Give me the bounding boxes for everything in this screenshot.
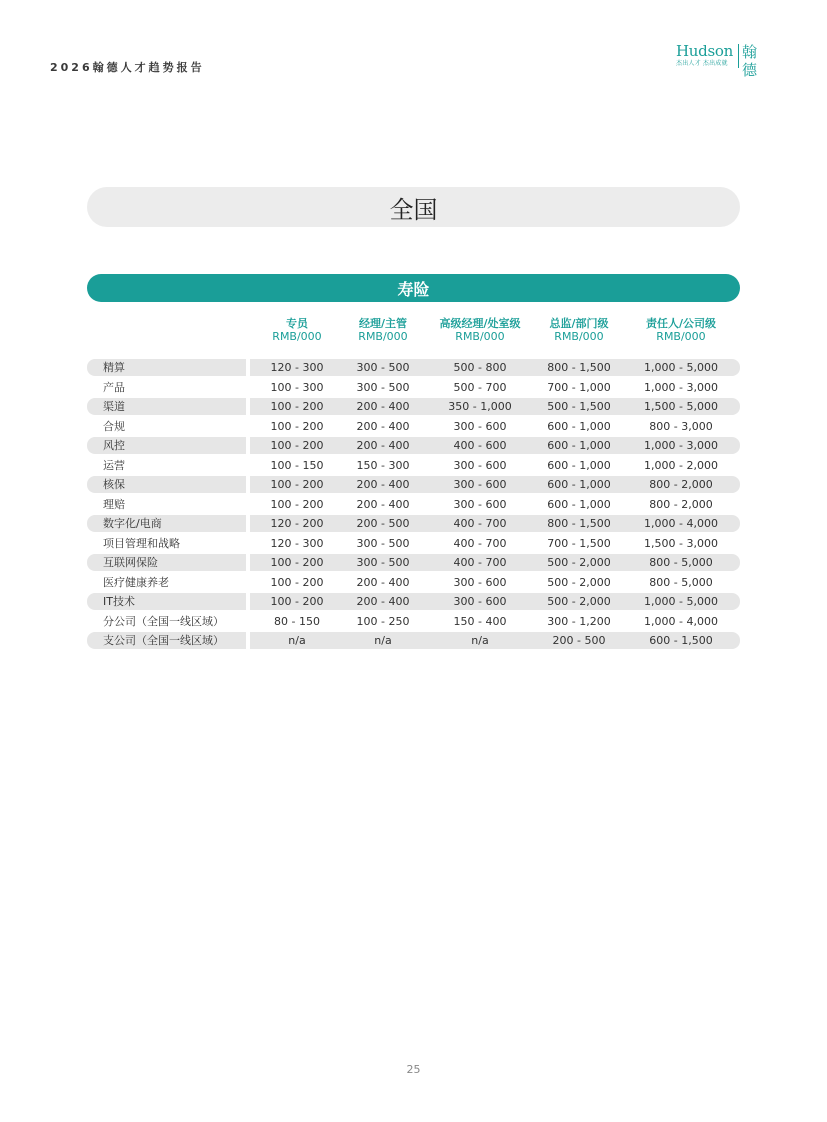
salary-range-cell: 120 - 300 — [270, 536, 324, 550]
salary-range-cell: 600 - 1,000 — [547, 478, 611, 491]
brand-divider — [738, 44, 739, 68]
salary-range-cell: 200 - 500 — [552, 634, 606, 647]
salary-range-cell: 500 - 800 — [453, 361, 507, 374]
section-title: 寿险 — [87, 274, 740, 302]
salary-range-cell: 200 - 500 — [356, 517, 410, 530]
salary-range-cell: 100 - 200 — [270, 478, 324, 491]
region-title: 全国 — [87, 187, 740, 227]
salary-range-cell: 200 - 400 — [356, 497, 410, 511]
salary-range-cell: 100 - 250 — [356, 614, 410, 628]
salary-range-cell: 300 - 600 — [453, 478, 507, 491]
salary-range-cell: 100 - 200 — [270, 439, 324, 452]
page-number: 25 — [406, 1063, 421, 1076]
row-label: 互联网保险 — [103, 556, 158, 569]
row-label: 渠道 — [103, 400, 125, 413]
salary-range-cell: 300 - 600 — [453, 595, 507, 608]
column-header-unit: RMB/000 — [455, 330, 505, 343]
row-label: 核保 — [103, 478, 125, 491]
row-label: 理赔 — [103, 497, 125, 511]
salary-range-cell: 100 - 200 — [270, 400, 324, 413]
salary-range-cell: 1,000 - 3,000 — [644, 439, 718, 452]
salary-range-cell: 1,500 - 5,000 — [644, 400, 718, 413]
table-row — [87, 495, 740, 515]
salary-range-cell: 300 - 500 — [356, 556, 410, 569]
row-label: 运营 — [103, 458, 125, 472]
salary-range-cell: 600 - 1,000 — [547, 439, 611, 452]
salary-range-cell: n/a — [471, 634, 489, 647]
salary-range-cell: 500 - 1,500 — [547, 400, 611, 413]
row-label: IT技术 — [103, 595, 135, 608]
row-label: 风控 — [103, 439, 125, 452]
salary-range-cell: 80 - 150 — [274, 614, 320, 628]
salary-range-cell: 200 - 400 — [356, 575, 410, 589]
salary-range-cell: 600 - 1,500 — [649, 634, 713, 647]
brand-tagline: 杰出人才 杰出成就 — [676, 60, 728, 67]
row-label: 支公司（全国一线区域） — [103, 634, 224, 647]
column-header-unit: RMB/000 — [656, 330, 706, 343]
salary-range-cell: 100 - 200 — [270, 497, 324, 511]
salary-range-cell: 1,000 - 5,000 — [644, 595, 718, 608]
salary-range-cell: 150 - 300 — [356, 458, 410, 472]
table-row — [87, 631, 740, 651]
salary-range-cell: 300 - 500 — [356, 380, 410, 394]
salary-range-cell: 500 - 2,000 — [547, 575, 611, 589]
column-header-name: 专员 — [286, 317, 308, 330]
table-row — [87, 358, 740, 378]
table-row — [87, 378, 740, 398]
salary-range-cell: 300 - 600 — [453, 497, 507, 511]
salary-range-cell: 700 - 1,500 — [547, 536, 611, 550]
column-header-unit: RMB/000 — [358, 330, 408, 343]
salary-range-cell: n/a — [374, 634, 392, 647]
salary-range-cell: 300 - 600 — [453, 575, 507, 589]
salary-range-cell: 200 - 400 — [356, 478, 410, 491]
row-label: 合规 — [103, 419, 125, 433]
salary-range-cell: 500 - 2,000 — [547, 556, 611, 569]
salary-range-cell: 300 - 500 — [356, 536, 410, 550]
salary-range-cell: 1,000 - 4,000 — [644, 517, 718, 530]
salary-range-cell: 600 - 1,000 — [547, 497, 611, 511]
salary-range-cell: 600 - 1,000 — [547, 419, 611, 433]
salary-range-cell: 120 - 300 — [270, 361, 324, 374]
salary-range-cell: 1,000 - 5,000 — [644, 361, 718, 374]
salary-range-cell: 400 - 700 — [453, 536, 507, 550]
salary-range-cell: 100 - 300 — [270, 380, 324, 394]
table-row — [87, 553, 740, 573]
table-row — [87, 514, 740, 534]
salary-range-cell: 400 - 700 — [453, 517, 507, 530]
salary-range-cell: 800 - 3,000 — [649, 419, 713, 433]
table-row — [87, 397, 740, 417]
salary-range-cell: 1,000 - 4,000 — [644, 614, 718, 628]
table-row — [87, 534, 740, 554]
row-label: 精算 — [103, 361, 125, 374]
salary-range-cell: 300 - 600 — [453, 458, 507, 472]
column-header-unit: RMB/000 — [554, 330, 604, 343]
salary-range-cell: 100 - 200 — [270, 575, 324, 589]
salary-range-cell: 200 - 400 — [356, 439, 410, 452]
salary-range-cell: 1,500 - 3,000 — [644, 536, 718, 550]
salary-range-cell: 1,000 - 3,000 — [644, 380, 718, 394]
salary-range-cell: 800 - 2,000 — [649, 497, 713, 511]
row-label: 项目管理和战略 — [103, 536, 180, 550]
salary-range-cell: 400 - 700 — [453, 556, 507, 569]
salary-range-cell: 100 - 150 — [270, 458, 324, 472]
salary-range-cell: 300 - 1,200 — [547, 614, 611, 628]
table-row — [87, 436, 740, 456]
salary-range-cell: 700 - 1,000 — [547, 380, 611, 394]
salary-range-cell: 150 - 400 — [453, 614, 507, 628]
brand-name-cn: 翰德 — [742, 43, 758, 79]
salary-range-cell: 800 - 1,500 — [547, 517, 611, 530]
brand-name-en: Hudson — [676, 42, 733, 60]
table-row — [87, 417, 740, 437]
salary-range-cell: 800 - 2,000 — [649, 478, 713, 491]
report-title: 2026翰德人才趋势报告 — [50, 61, 205, 74]
table-row — [87, 612, 740, 632]
salary-range-cell: 1,000 - 2,000 — [644, 458, 718, 472]
table-row — [87, 475, 740, 495]
column-header-name: 总监/部门级 — [549, 317, 609, 330]
salary-range-cell: 200 - 400 — [356, 400, 410, 413]
salary-range-cell: 120 - 200 — [270, 517, 324, 530]
salary-range-cell: 600 - 1,000 — [547, 458, 611, 472]
salary-range-cell: 100 - 200 — [270, 556, 324, 569]
row-label: 产品 — [103, 380, 125, 394]
salary-range-cell: 100 - 200 — [270, 595, 324, 608]
salary-range-cell: 200 - 400 — [356, 419, 410, 433]
salary-range-cell: 500 - 700 — [453, 380, 507, 394]
salary-range-cell: n/a — [288, 634, 306, 647]
salary-range-cell: 300 - 600 — [453, 419, 507, 433]
salary-range-cell: 300 - 500 — [356, 361, 410, 374]
column-header-unit: RMB/000 — [272, 330, 322, 343]
table-row — [87, 592, 740, 612]
table-row — [87, 456, 740, 476]
salary-range-cell: 500 - 2,000 — [547, 595, 611, 608]
salary-range-cell: 400 - 600 — [453, 439, 507, 452]
table-row — [87, 573, 740, 593]
column-header-name: 高级经理/处室级 — [439, 317, 521, 330]
salary-range-cell: 100 - 200 — [270, 419, 324, 433]
row-label: 数字化/电商 — [103, 517, 162, 530]
salary-range-cell: 200 - 400 — [356, 595, 410, 608]
row-label: 医疗健康养老 — [103, 575, 169, 589]
row-label: 分公司（全国一线区域） — [103, 614, 224, 628]
salary-range-cell: 800 - 5,000 — [649, 575, 713, 589]
column-header-name: 经理/主管 — [358, 317, 408, 330]
salary-table — [87, 358, 740, 651]
column-header — [331, 317, 435, 343]
salary-range-cell: 800 - 1,500 — [547, 361, 611, 374]
column-header — [527, 317, 631, 343]
salary-range-cell: 800 - 5,000 — [649, 556, 713, 569]
column-header — [629, 317, 733, 343]
column-header — [428, 317, 532, 343]
salary-range-cell: 350 - 1,000 — [448, 400, 512, 413]
column-header-name: 责任人/公司级 — [645, 317, 717, 330]
